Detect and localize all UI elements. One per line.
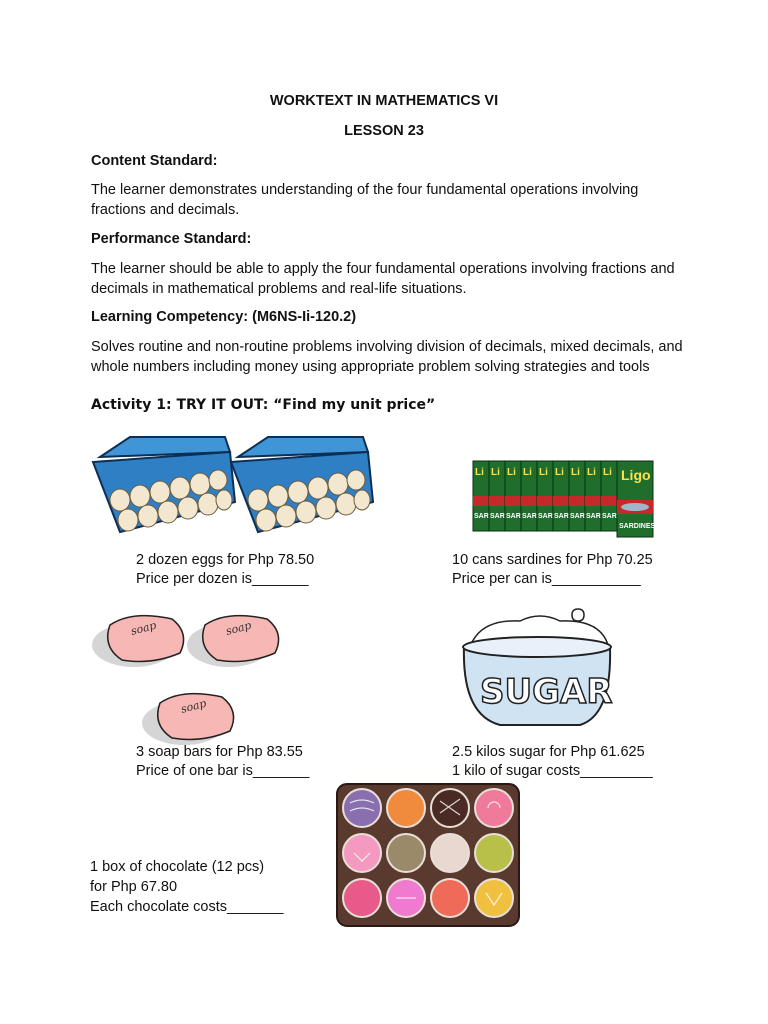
sardine-can-icon — [470, 458, 655, 540]
worktext-title: WORKTEXT IN MATHEMATICS VI — [269, 93, 499, 109]
svg-text:SAR: SAR — [490, 513, 505, 520]
soap-offer: 3 soap bars for Php 83.55 — [136, 744, 303, 760]
eggs-offer: 2 dozen eggs for Php 78.50 — [136, 552, 315, 568]
svg-text:soap: soap — [224, 618, 253, 638]
svg-text:Li: Li — [555, 467, 564, 478]
svg-text:SUGAR: SUGAR — [480, 672, 613, 712]
learning-competency-text: Solves routine and non-routine problems involving division of decimals, mixed decimals, and whole numbers including money using appropriate problem solving strategies and tools — [91, 339, 683, 375]
svg-text:soap: soap — [129, 618, 158, 638]
svg-text:Li: Li — [507, 467, 516, 478]
svg-text:Ligo: Ligo — [621, 467, 651, 483]
chocolate-offer-line1: 1 box of chocolate (12 pcs) — [90, 859, 265, 875]
svg-text:SAR: SAR — [474, 513, 489, 520]
activity-title: Activity 1: TRY IT OUT: “Find my unit price” — [91, 397, 436, 413]
svg-text:Li: Li — [571, 467, 580, 478]
svg-text:SARDINES: SARDINES — [619, 523, 655, 530]
svg-text:SAR: SAR — [570, 513, 585, 520]
svg-text:Li: Li — [539, 467, 548, 478]
sugar-bowl-icon — [460, 605, 615, 733]
content-standard-heading: Content Standard: — [91, 153, 218, 169]
svg-text:SAR: SAR — [586, 513, 601, 520]
chocolate-offer-line2: for Php 67.80 — [90, 879, 178, 895]
svg-text:SAR: SAR — [554, 513, 569, 520]
chocolate-question: Each chocolate costs_______ — [90, 899, 284, 915]
svg-text:Li: Li — [523, 467, 532, 478]
svg-text:Li: Li — [491, 467, 500, 478]
egg-carton-icon — [90, 432, 375, 537]
svg-text:SAR: SAR — [538, 513, 553, 520]
chocolate-box-icon — [336, 783, 520, 927]
svg-text:SAR: SAR — [506, 513, 521, 520]
sugar-offer: 2.5 kilos sugar for Php 61.625 — [452, 744, 645, 760]
svg-text:Li: Li — [475, 467, 484, 478]
content-standard-text: The learner demonstrates understanding of the four fundamental operations involving fractions and decimals. — [91, 182, 639, 218]
svg-text:Li: Li — [587, 467, 596, 478]
sardines-question: Price per can is___________ — [452, 571, 641, 587]
svg-text:SAR: SAR — [522, 513, 537, 520]
soap-question: Price of one bar is_______ — [136, 763, 310, 779]
eggs-question: Price per dozen is_______ — [136, 571, 309, 587]
svg-text:SAR: SAR — [602, 513, 617, 520]
svg-text:soap: soap — [179, 696, 208, 716]
lesson-number: LESSON 23 — [344, 123, 424, 139]
learning-competency-heading: Learning Competency: (M6NS-Ii-120.2) — [91, 309, 357, 325]
soap-bar-icon — [92, 605, 292, 745]
performance-standard-heading: Performance Standard: — [91, 231, 252, 247]
sugar-question: 1 kilo of sugar costs_________ — [452, 763, 653, 779]
sardines-offer: 10 cans sardines for Php 70.25 — [452, 552, 653, 568]
performance-standard-text: The learner should be able to apply the four fundamental operations involving fractions and decimals in mathematical problems and real-life situations. — [91, 261, 675, 297]
svg-text:Li: Li — [603, 467, 612, 478]
